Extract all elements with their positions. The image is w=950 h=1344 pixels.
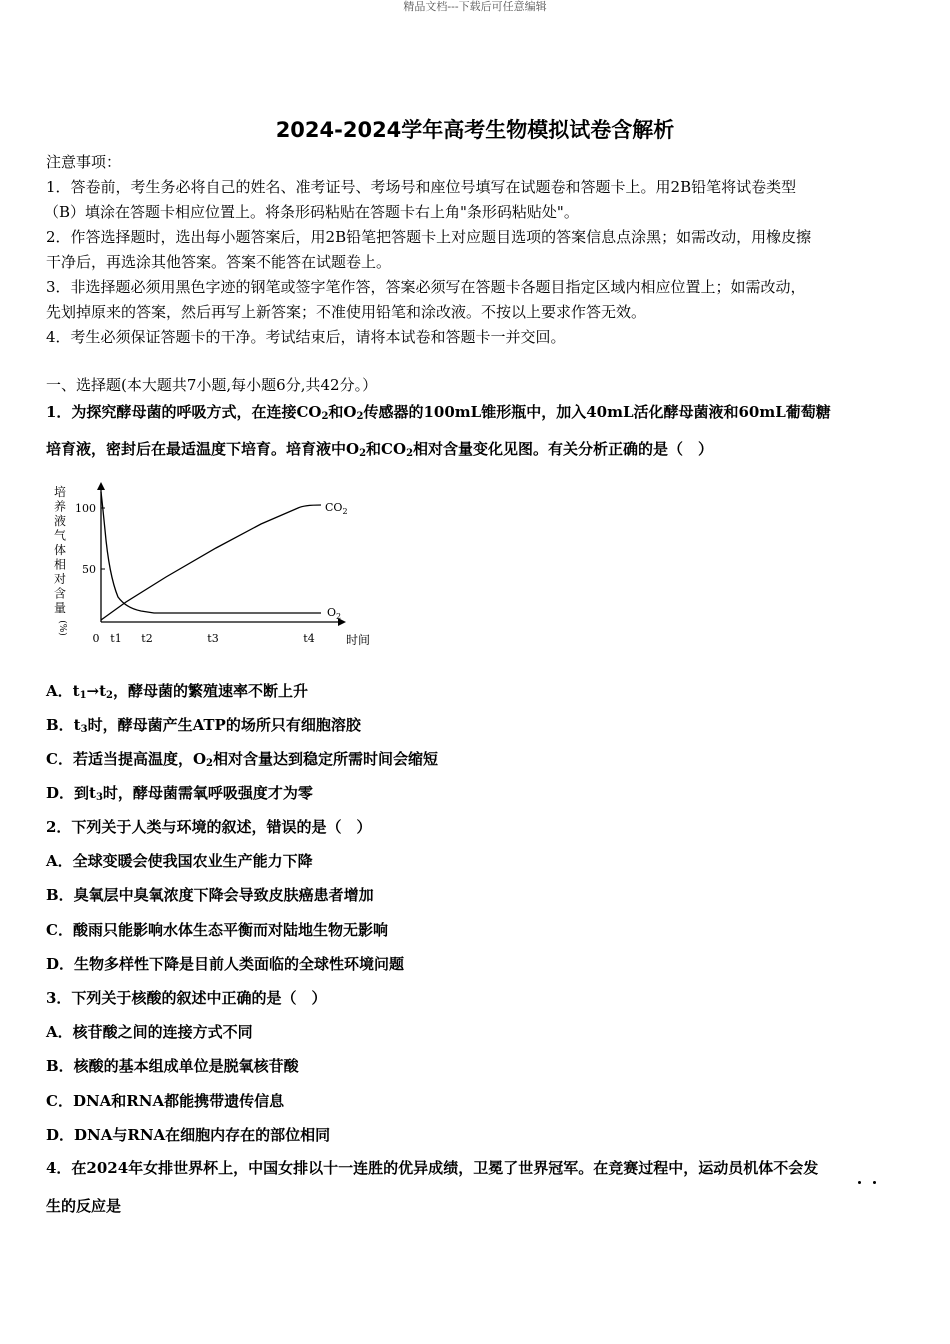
question-3-stem: 3．下列关于核酸的叙述中正确的是（ ） (46, 989, 327, 1007)
series-line-o2 (101, 492, 321, 613)
notice-line: 2．作答选择题时，选出每小题答案后，用2B铅笔把答题卡上对应题目选项的答案信息点涂黑；如需改动，用橡皮擦 (46, 228, 812, 246)
y-axis-label-char: 养 (54, 499, 67, 514)
notice-line: 先划掉原来的答案，然后再写上新答案；不准使用铅笔和涂改液。不按以上要求作答无效。 (46, 303, 647, 321)
y-tick-label: 50 (82, 563, 96, 576)
question-2-option-a: A．全球变暖会使我国农业生产能力下降 (46, 852, 313, 870)
question-3-option-d: D．DNA与RNA在细胞内存在的部位相同 (46, 1126, 331, 1144)
series-label-co2: $CO_2$ (325, 501, 348, 516)
question-1-option-a: A．$t_1\to t_2$，酵母菌的繁殖速率不断上升 (46, 682, 309, 701)
question-1-option-d: D．到$t_3$时，酵母菌需氧呼吸强度才为零 (46, 784, 313, 803)
notice-heading: 注意事项： (46, 153, 122, 171)
question-3-option-a: A．核苷酸之间的连接方式不同 (46, 1023, 253, 1041)
question-1-stem-line-2: 培育液，密封后在最适温度下培育。培育液中$O_2$和$CO_2$相对含量变化见图。有关分析正确的是（ ） (46, 440, 714, 459)
question-1-option-b: B．$t_3$时，酵母菌产生ATP的场所只有细胞溶胶 (46, 716, 361, 735)
question-3-option-c: C．DNA和RNA都能携带遗传信息 (46, 1092, 285, 1110)
x-axis-label: 时间 (346, 633, 371, 647)
notice-line: 3．非选择题必须用黑色字迹的钢笔或签字笔作答，答案必须写在答题卡各题目指定区域内相应位置上；如需改动， (46, 278, 806, 296)
emphasis-dot (873, 1181, 876, 1184)
question-2-option-d: D．生物多样性下降是目前人类面临的全球性环境问题 (46, 955, 405, 973)
q1-chart (46, 480, 386, 655)
question-1-option-c: C．若适当提高温度，$O_2$相对含量达到稳定所需时间会缩短 (46, 750, 438, 769)
x-tick-label: 0 (92, 632, 100, 645)
y-axis-label-char: 相 (54, 557, 67, 572)
emphasis-dot (858, 1181, 861, 1184)
question-4-stem-line-2: 生的反应是 (46, 1197, 122, 1215)
y-axis-label-char: 体 (54, 543, 67, 557)
question-2-stem: 2．下列关于人类与环境的叙述，错误的是（ ） (46, 818, 372, 836)
y-axis-label-char: (%) (57, 620, 67, 636)
y-axis-label-char: 含 (54, 586, 67, 601)
y-axis-label (54, 485, 68, 636)
y-axis-label-char: 气 (54, 528, 67, 543)
x-tick-label: t4 (303, 632, 315, 645)
y-axis-label-char: 量 (54, 601, 67, 615)
question-3-option-b: B．核酸的基本组成单位是脱氧核苷酸 (46, 1057, 299, 1075)
y-axis-arrow (97, 482, 105, 490)
question-2-option-c: C．酸雨只能影响水体生态平衡而对陆地生物无影响 (46, 921, 388, 939)
section-heading: 一、选择题(本大题共7小题,每小题6分,共42分。） (46, 376, 378, 394)
y-tick-label: 100 (75, 502, 96, 515)
notice-line: 1．答卷前，考生务必将自己的姓名、准考证号、考场号和座位号填写在试题卷和答题卡上。用2B铅笔将试卷类型 (46, 178, 797, 196)
x-tick-label: t2 (141, 632, 153, 645)
y-axis-label-char: 对 (54, 572, 67, 586)
x-tick-label: t1 (110, 632, 122, 645)
series-label-o2: $O_2$ (327, 606, 342, 621)
page-header: 精品文档---下载后可任意编辑 (403, 0, 547, 13)
question-1-stem-line-1: 1．为探究酵母菌的呼吸方式，在连接$CO_2$和$O_2$传感器的100mL锥形瓶中，加入40mL活化酵母菌液和60mL葡萄糖 (46, 403, 831, 422)
y-axis-label-char: 液 (54, 514, 67, 528)
y-axis-label-char: 培 (54, 485, 67, 499)
question-2-option-b: B．臭氧层中臭氧浓度下降会导致皮肤癌患者增加 (46, 886, 374, 904)
question-4-stem-line-1: 4．在2024年女排世界杯上，中国女排以十一连胜的优异成绩，卫冕了世界冠军。在竞赛过程中，运动员机体不会发 (46, 1159, 819, 1177)
notice-line: 4．考生必须保证答题卡的干净。考试结束后，请将本试卷和答题卡一并交回。 (46, 328, 566, 346)
notice-line: 干净后，再选涂其他答案。答案不能答在试题卷上。 (46, 253, 392, 271)
notice-line: （B）填涂在答题卡相应位置上。将条形码粘贴在答题卡右上角"条形码粘贴处"。 (44, 203, 579, 221)
x-tick-label: t3 (207, 632, 219, 645)
series-line-co2 (101, 505, 321, 620)
page-title: 2024-2024学年高考生物模拟试卷含解析 (275, 118, 675, 142)
